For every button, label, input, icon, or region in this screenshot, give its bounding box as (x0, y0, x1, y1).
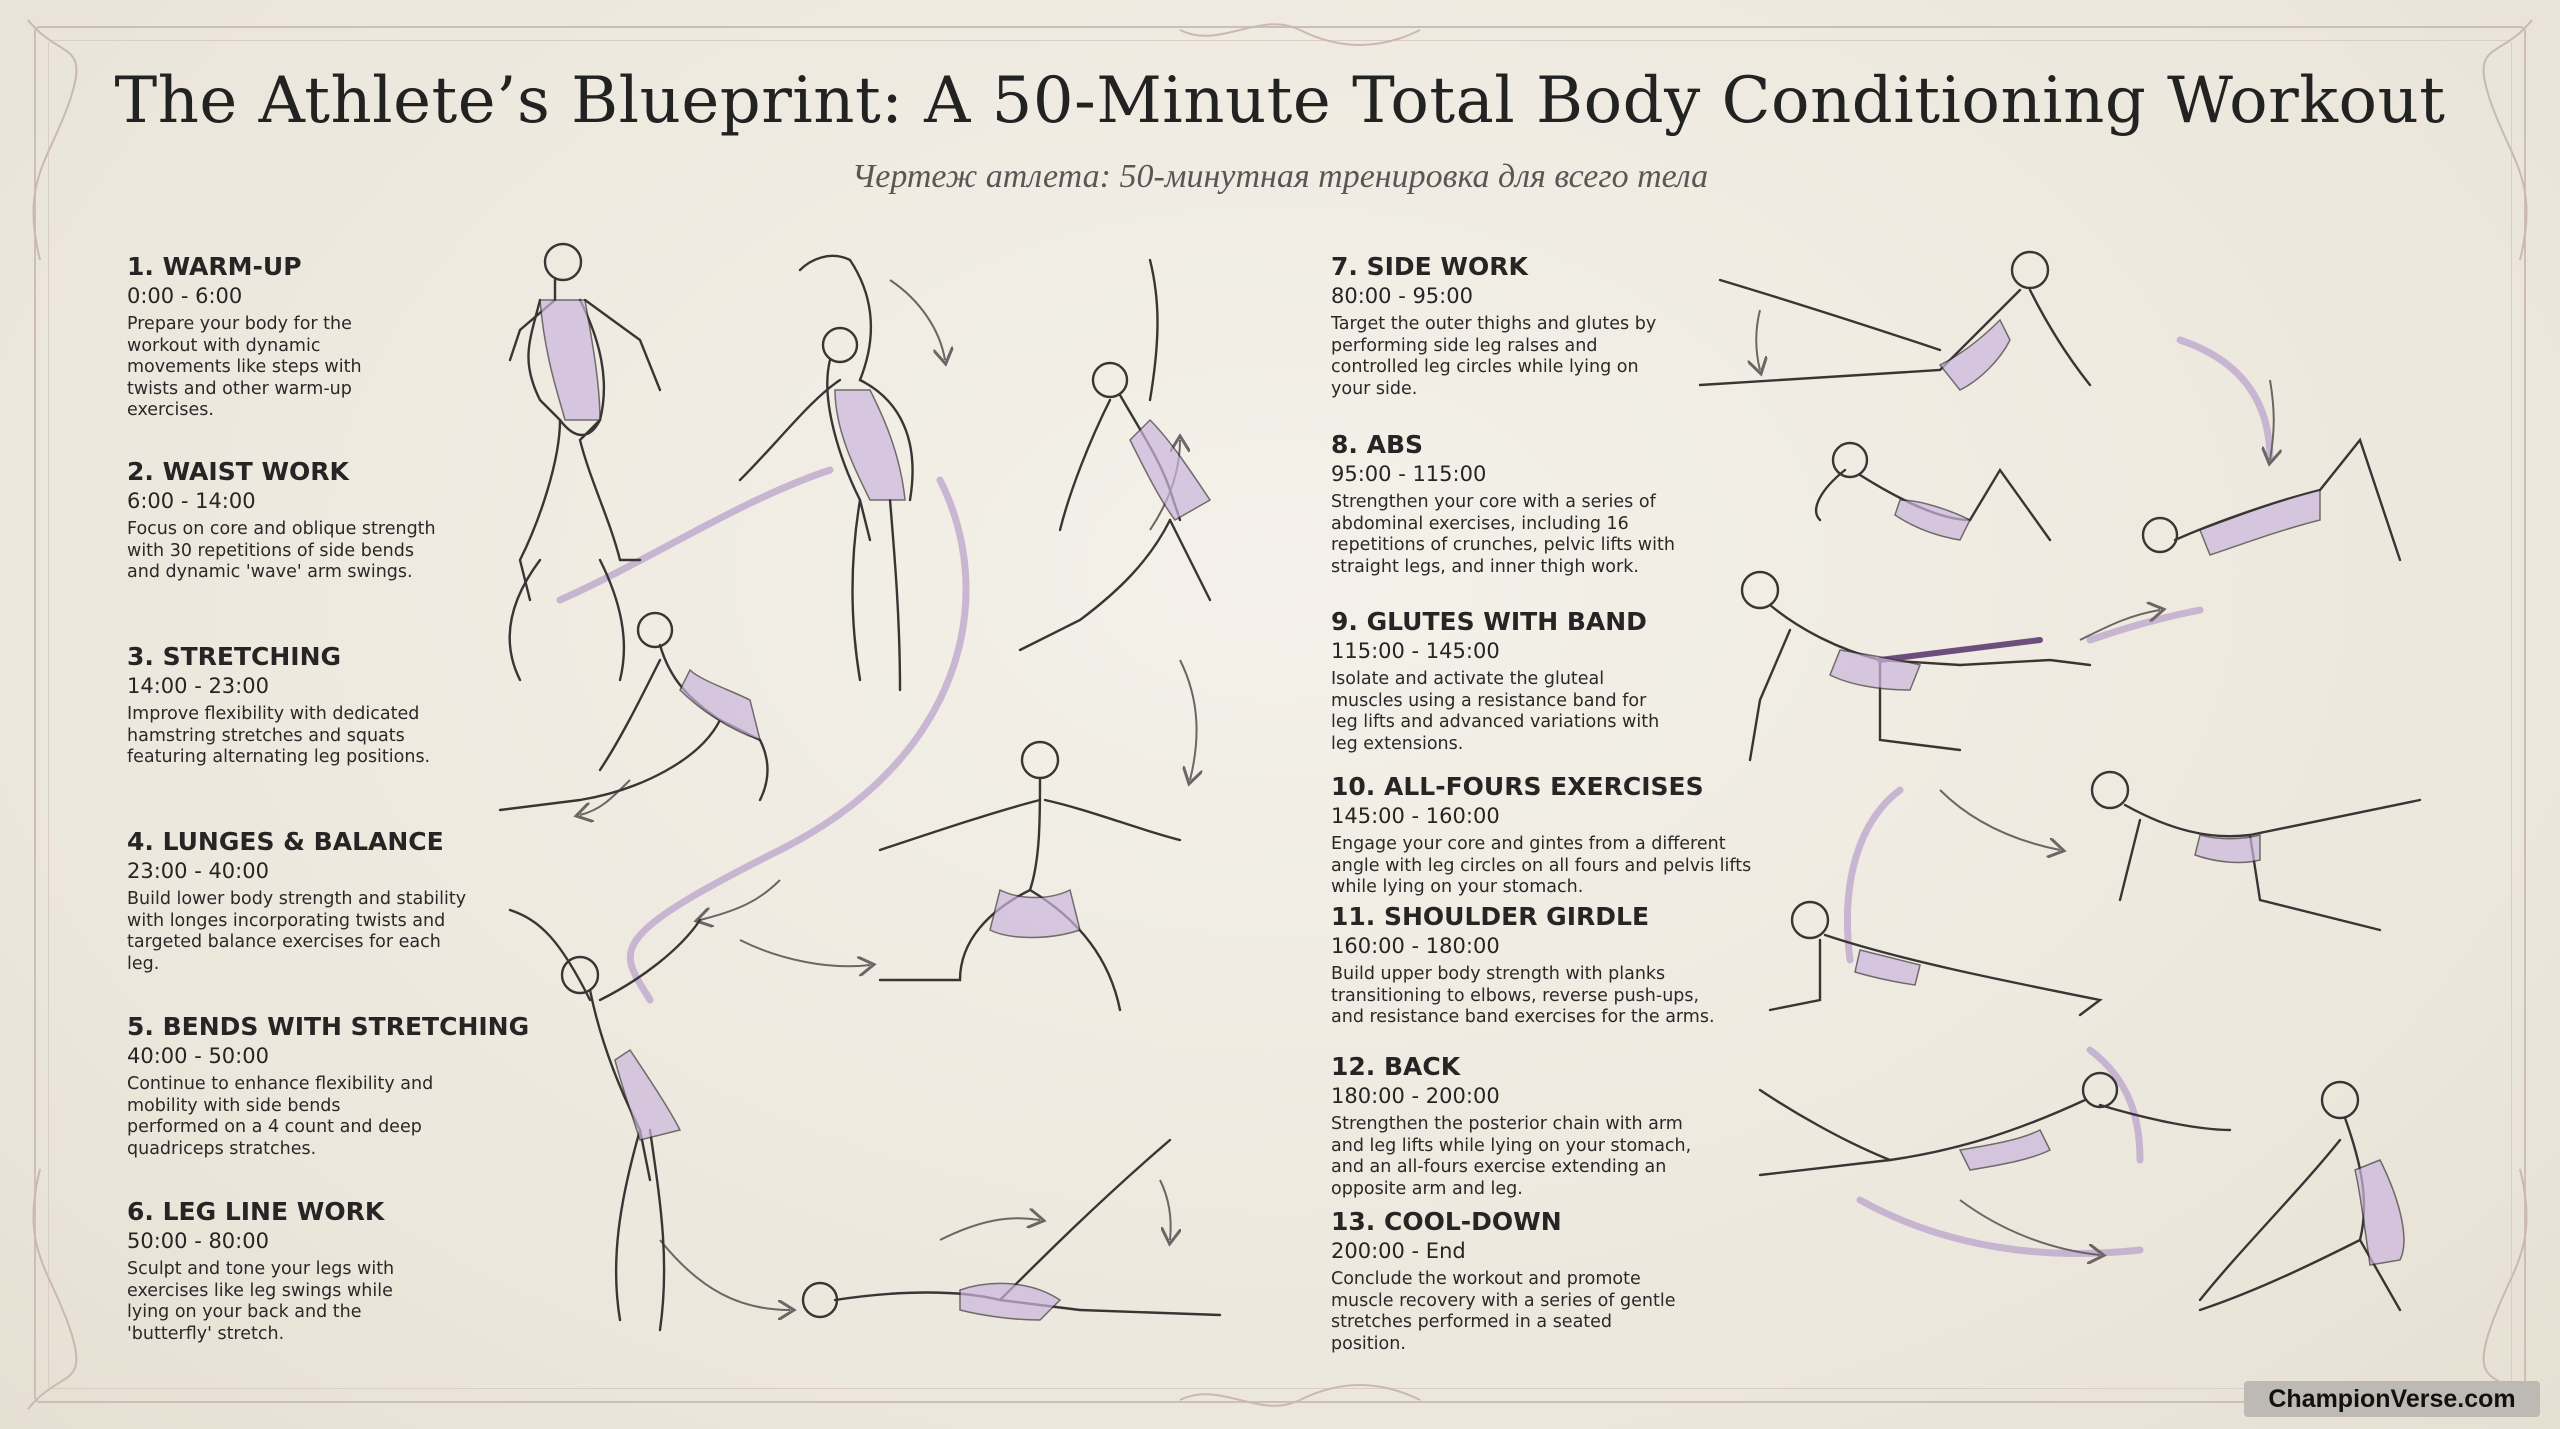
step-heading: 1. WARM-UP (127, 252, 302, 281)
step-description: Isolate and activate the gluteal muscles using a resistance band for leg lifts and advanced variations with leg extensions. (1331, 669, 1660, 754)
watermark-label: ChampionVerse.com (2244, 1381, 2540, 1417)
step-description: Sculpt and tone your legs with exercises like leg swings while lying on your back and the 'butterfly' stretch. (127, 1259, 395, 1344)
step-description: Improve flexibility with dedicated hamstring stretches and squats featuring alternating leg positions. (127, 704, 431, 767)
figure-all-fours (2092, 772, 2420, 930)
page-title: The Athlete’s Blueprint: A 50-Minute Total Body Conditioning Workout (114, 64, 2446, 138)
step-heading: 4. LUNGES & BALANCE (127, 827, 444, 856)
step-description: Prepare your body for the workout with dynamic movements like steps with twists and other warm-up exercises. (127, 314, 362, 420)
step-heading: 3. STRETCHING (127, 642, 342, 671)
step-time: 50:00 - 80:00 (127, 1229, 269, 1253)
step-time: 180:00 - 200:00 (1331, 1084, 1500, 1108)
figure-lunge (880, 742, 1180, 1010)
step-description: Strengthen the posterior chain with arm and leg lifts while lying on your stomach, and an all-fours exercise extending an opposite arm and leg. (1331, 1114, 1692, 1199)
page-subtitle: Чертеж атлета: 50-минутная тренировка для всего тела (851, 158, 1709, 195)
step-heading: 12. BACK (1331, 1052, 1461, 1081)
figure-leg-line (803, 1140, 1220, 1320)
step-description: Build upper body strength with planks transitioning to elbows, reverse push-ups, and resistance band exercises for the arms. (1331, 964, 1715, 1027)
step-heading: 2. WAIST WORK (127, 457, 349, 486)
figure-plank (1770, 902, 2100, 1015)
step-heading: 8. ABS (1331, 430, 1424, 459)
step-heading: 11. SHOULDER GIRDLE (1331, 902, 1650, 931)
step-time: 80:00 - 95:00 (1331, 284, 1473, 308)
figure-glutes-band (1742, 572, 2090, 760)
step-time: 6:00 - 14:00 (127, 489, 256, 513)
flow-ribbons (560, 340, 2270, 1253)
step-time: 115:00 - 145:00 (1331, 639, 1500, 663)
figure-stretching (500, 613, 768, 810)
figure-arabesque (1020, 260, 1210, 650)
step-description: Continue to enhance flexibility and mobility with side bends performed on a 4 count and deep quadriceps stratches. (127, 1074, 434, 1159)
step-time: 160:00 - 180:00 (1331, 934, 1500, 958)
step-time: 200:00 - End (1331, 1239, 1466, 1263)
step-time: 0:00 - 6:00 (127, 284, 243, 308)
step-time: 40:00 - 50:00 (127, 1044, 269, 1068)
figure-cool-down (2200, 1082, 2404, 1310)
step-heading: 10. ALL-FOURS EXERCISES (1331, 772, 1704, 801)
step-description: Engage your core and gintes from a different angle with leg circles on all fours and pelvis lifts while lying on your stomach. (1331, 834, 1752, 897)
step-description: Target the outer thighs and glutes by performing side leg ralses and controlled leg circles while lying on your side. (1331, 314, 1657, 399)
step-heading: 9. GLUTES WITH BAND (1331, 607, 1647, 636)
step-description: Conclude the workout and promote muscle recovery with a series of gentle stretches performed in a seated position. (1331, 1269, 1676, 1354)
figure-back-extension (1760, 1073, 2230, 1175)
step-time: 95:00 - 115:00 (1331, 462, 1487, 486)
step-heading: 7. SIDE WORK (1331, 252, 1528, 281)
step-heading: 5. BENDS WITH STRETCHING (127, 1012, 530, 1041)
step-time: 14:00 - 23:00 (127, 674, 269, 698)
figure-crunch (1816, 443, 2050, 540)
figure-warm-up (510, 244, 660, 680)
step-heading: 13. COOL-DOWN (1331, 1207, 1562, 1236)
step-description: Focus on core and oblique strength with 30 repetitions of side bends and dynamic 'wave' arm swings. (127, 519, 436, 582)
step-description: Build lower body strength and stability with longes incorporating twists and targeted balance exercises for each leg. (127, 889, 467, 974)
step-heading: 6. LEG LINE WORK (127, 1197, 385, 1226)
step-description: Strengthen your core with a series of abdominal exercises, including 16 repetitions of crunches, pelvic lifts with straight legs, and inner thigh work. (1331, 492, 1675, 577)
step-time: 145:00 - 160:00 (1331, 804, 1500, 828)
figure-side-bend (510, 910, 700, 1330)
step-time: 23:00 - 40:00 (127, 859, 269, 883)
